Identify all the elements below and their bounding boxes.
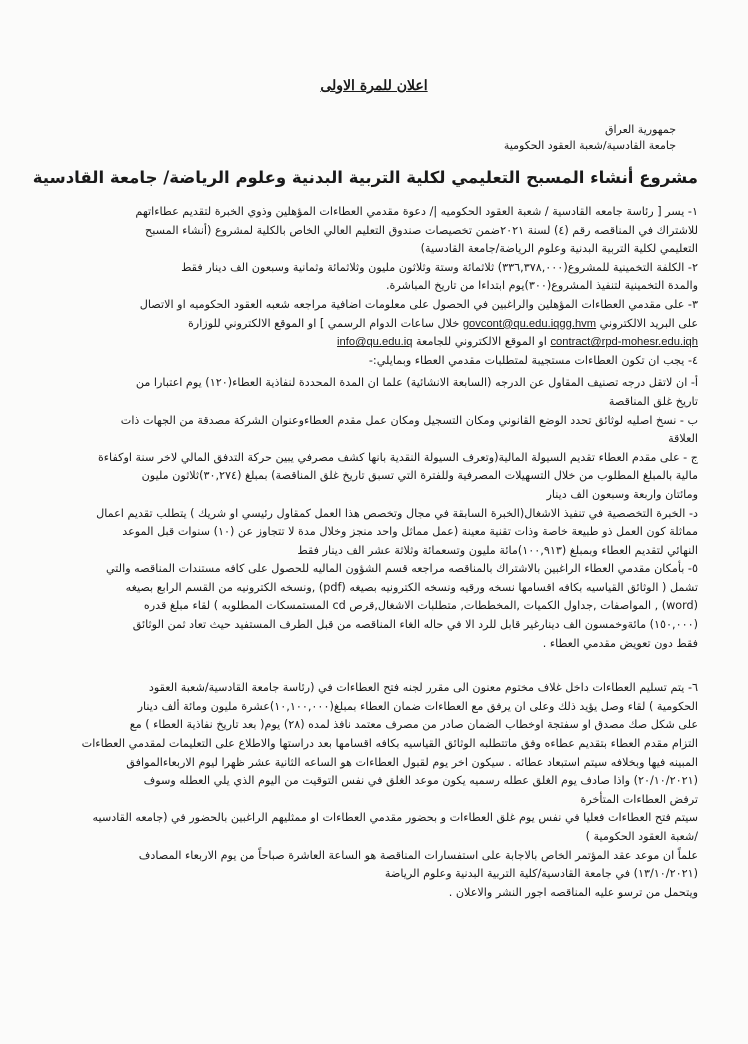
clause-4-heading: ٤- يجب ان تكون العطاءات مستجيبة لمتطلبات مقدمي العطاء وبمايلي:- [368, 353, 698, 367]
clause-line: تاريخ غلق المناقصة [608, 394, 698, 408]
clause-line: مماثلة كون العمل ذو طبيعة خاصة وذات تقنية معينة (عمل مماثل واحد منجز وخلال مدة لا تتجاوز عن (١٠) سنوات قبل الموعد [122, 525, 698, 539]
clause-line: د- الخبرة التخصصية في تنفيذ الاشغال(الخبرة السابقة في مجال وتخصص هذا العمل كمقاول رئيسي او شريك ) يتطلب تقديم اعمال [96, 506, 698, 520]
clause-line: المبينه فيها وبخلافه سيتم استبعاد عطائه . سيكون اخر يوم لقبول العطاءات هو الساعه الثانية عشر ظهرا ليوم الاربعاءالموافق [126, 755, 698, 769]
email-link-ministry[interactable]: contract@rpd-mohesr.edu.iqh [550, 336, 698, 349]
clause-line: التزام مقدم العطاء بتقديم عطاءه وفق ماتتطلبه الوثائق القياسيه بكافه اقسامها بعد دراستها والاطلاع على التعليمات لمقدمي العطاءات [81, 737, 698, 751]
clause-line: ٣- على مقدمي العطاءات المؤهلين والراغبين في الحصول على معلومات اضافية مراجعه شعبه العقود الحكوميه او الاتصال [139, 297, 698, 311]
clause-line: ج - على مقدم العطاء تقديم السيولة المالية(وتعرف السيولة النقدية بانها كشف مصرفي يبين حركة التدفق المالي لاخر سنة اوكفاءة [97, 450, 698, 464]
clause-line: (word) , المواصفات ,جداول الكميات ,المخططات, متطلبات الاشغال,قرص cd المستمسكات المطلوبه ) لقاء مبلغ قدره [143, 599, 698, 613]
clause-line: علماً ان موعد عقد المؤتمر الخاص بالاجابة على استفسارات المناقصة هو الساعة العاشرة صباحاً من يوم الاربعاء المصادف [138, 848, 698, 862]
clause-line: والمدة التخمينية لتنفيذ المشروع(٣٠٠)يوم ابتداءا من تاريخ المباشرة. [385, 279, 698, 293]
clause-line: الحكومية ) لقاء وصل يؤيد ذلك وعلى ان يرفق مع العطاءات ضمان العطاء بمبلغ(١٠,١٠٠,٠٠٠)عشرة مليون ومائة ألف دينار [137, 699, 698, 713]
clause-line: ب - نسخ اصليه لوثائق تحدد الوضع القانوني ومكان التسجيل ومكان عمل مقدم العطاءوعنوان الشركة مصدقة من الجهات ذات [120, 413, 698, 427]
clause-line: (١٣/١٠/٢٠٢١) في جامعة القادسية/كلية التربية البدنية وعلوم الرياضة [384, 867, 698, 881]
clause-line: /شعبة العقود الحكومية ) [585, 830, 698, 843]
clause-line: للاشتراك في المناقصه رقم (٤) لسنة ٢٠٢١ضمن تخصيصات صندوق التعليم العالي الخاص بالكلية لمشروع (أنشاء المسبح [145, 223, 698, 237]
clause-2 [50, 259, 698, 296]
clause-line: النهائي لتقديم العطاء وبمبلغ (١٠٠,٩١٣)مائة مليون وتسعمائة وثلاثة عشر الف دينار فقط [297, 543, 698, 557]
clause-line: فقط دون تعويض مقدمي العطاء . [542, 636, 698, 650]
clause-line: ٦- يتم تسليم العطاءات داخل غلاف مختوم معنون الى مقرر لجنه فتح العطاءات في (رئاسة جامعة القادسية/شعبة العقود [148, 681, 698, 695]
clause-line: ويتحمل من ترسو عليه المناقصه اجور النشر والاعلان . [448, 885, 698, 899]
department-line: جامعة القادسية/شعبة العقود الحكومية [503, 139, 676, 152]
clause-4a [50, 374, 698, 411]
clause-3 [50, 296, 698, 370]
clause-4c [50, 449, 698, 505]
clause-6 [50, 679, 698, 902]
clause-line: ٥- بأمكان مقدمي العطاء الراغبين بالاشتراك بالمناقصه مراجعه قسم الشؤون الماليه للحصول على كافه مستندات المناقصه والتي [105, 562, 698, 576]
issuer-header [50, 122, 698, 154]
clause-text: على البريد الالكتروني [599, 316, 698, 330]
clause-line: العلاقة [668, 432, 698, 446]
clause-line: سيتم فتح العطاءات فعليا في نفس يوم غلق العطاءات و بحضور مقدمي العطاءات او ممثليهم الراغبين بالحضور في (جامعه القادسيه [92, 811, 698, 825]
project-title: مشروع أنشاء المسبح التعليمي لكلية التربية البدنية وعلوم الرياضة/ جامعة القادسية [32, 168, 698, 187]
clause-text: خلال ساعات الدوام الرسمي ] او الموقع الالكتروني للوزارة [187, 316, 460, 330]
clause-line: على شكل صك مصدق او سفتجة اوخطاب الضمان صادر من مصرف معتمد نافذ لمده (٢٨) يوم( بعد تاريخ نفاذية العطاء ) مع [129, 718, 698, 732]
clause-line: ١- يسر [ رئاسة جامعه القادسية / شعبة العقود الحكوميه |/ دعوة مقدمي العطاءات المؤهلين وذوي الخبرة لتقديم عطاءاتهم [135, 205, 698, 218]
clause-4d [50, 505, 698, 561]
clause-line: ترفض العطاءات المتأخرة [580, 792, 698, 806]
clause-line [50, 333, 698, 352]
clause-text: او الموقع الالكتروني للجامعة [416, 335, 547, 349]
announcement-title: اعلان للمرة الاولى [320, 78, 428, 94]
clause-line: تشمل ( الوثائق القياسيه بكافه اقسامها نسخه ورقيه ونسخه الكترونيه بصيغه (pdf) ,ونسخه الكترونيه من القسم الرابع بصيغه [125, 580, 698, 594]
clause-line: ومائتان واربعة وسبعون الف دينار [546, 487, 698, 501]
country-line: جمهورية العراق [604, 123, 676, 136]
clause-line: (١٥٠,٠٠٠) مائةوخمسون الف دينارغير قابل للرد الا في حاله الغاء المناقصه من قبل الطرف المستفيد حيث تعاد ثمن الوثائق [132, 618, 698, 632]
clause-4b [50, 412, 698, 449]
clause-line: أ- ان لاتقل درجه تصنيف المقاول عن الدرجه (السابعة الانشائية) علما ان المدة المحددة لنفاذية العطاء(١٢٠) يوم اعتبارا من [135, 376, 698, 390]
clause-line: (٢٠/١٠/٢٠٢١) واذا صادف يوم الغلق عطله رسميه يكون موعد الغلق في نفس التوقيت من اليوم الذي يلي العطله وسوف [143, 774, 698, 788]
clause-line: مالية بالمبلغ المطلوب من خلال التسهيلات المصرفية وللفترة التي تسبق تاريخ غلق المناقصة) بمبلغ (٣٠,٢٧٤)ثلاثون مليون [141, 469, 698, 483]
clause-5 [50, 560, 698, 653]
clause-line: ٢- الكلفة التخمينية للمشروع(٣٣٦,٣٧٨,٠٠٠) ثلاثمائة وستة وثلاثون مليون وثلاثمائة وثمانية وسبعون الف دينار فقط [181, 260, 698, 274]
clause-line: التعليمي لكلية التربية البدنية وعلوم الرياضة/جامعة القادسية) [420, 242, 698, 256]
email-link-university[interactable]: govcont@qu.edu.iqgg.hvm [462, 317, 597, 330]
clause-line [50, 315, 698, 334]
clause-1 [50, 203, 698, 259]
email-link-info[interactable]: info@qu.edu.iq [337, 336, 413, 349]
